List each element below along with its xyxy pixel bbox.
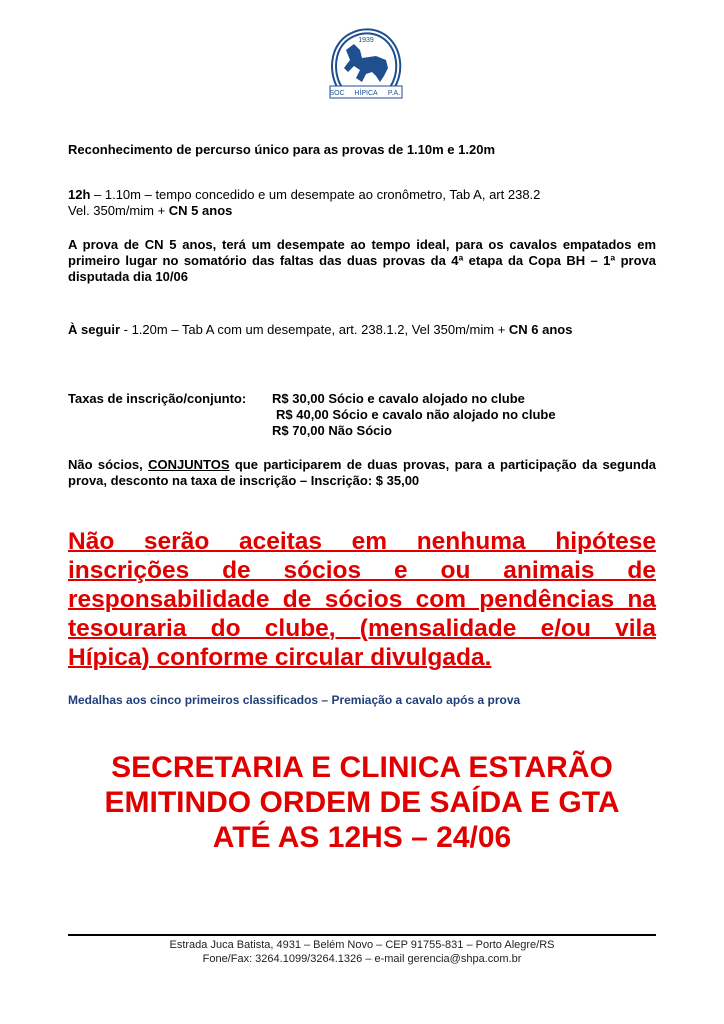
event-2 <box>68 322 656 338</box>
event-2-lead: À seguir <box>68 322 121 337</box>
secretaria-notice <box>40 750 684 855</box>
footer-address: Estrada Juca Batista, 4931 – Belém Novo – CEP 91755-831 – Porto Alegre/RS <box>169 939 555 951</box>
event-1 <box>68 187 656 219</box>
fee-line: R$ 40,00 Sócio e cavalo não alojado no clube <box>276 407 556 422</box>
discount-underlined: CONJUNTOS <box>148 457 230 472</box>
logo-text-left: SOC <box>329 90 345 97</box>
footer-contact: Fone/Fax: 3264.1099/3264.1326 – e-mail gerencia@shpa.com.br <box>202 953 522 965</box>
secretaria-line: SECRETARIA E CLINICA ESTARÃO <box>111 751 613 784</box>
event-1-line2: Vel. 350m/mim + <box>68 203 169 218</box>
event-1-time: 12h <box>68 187 91 202</box>
event-1-text: – 1.10m – tempo concedido e um desempate ao cronômetro, Tab A, art 238.2 <box>90 187 541 202</box>
secretaria-line: ATÉ AS 12HS – 24/06 <box>212 821 512 854</box>
event-1-category: CN 5 anos <box>168 203 233 218</box>
discount-post: que participarem de duas provas, para a participação da segunda prova, desconto na taxa de inscrição – Inscrição: $ 35,00 <box>68 457 657 488</box>
club-logo <box>326 28 406 100</box>
footer-divider <box>68 934 656 936</box>
logo-text-right: P.A. <box>387 90 401 97</box>
discount-pre: Não sócios, <box>68 457 149 472</box>
warning-notice: Não serão aceitas em nenhuma hipótese inscrições de sócios e ou animais de responsabilidade de sócios com pendências na tesouraria do clube, (mensalidade e/ou vila Hípica) conforme circular divulgada. <box>68 528 656 671</box>
cn5-note: A prova de CN 5 anos, terá um desempate ao tempo ideal, para os cavalos empatados em primeiro lugar no somatório das faltas das duas provas da 4ª etapa da Copa BH – 1ª prova disputada dia 10/06 <box>68 237 656 284</box>
logo-year: 1939 <box>358 37 374 44</box>
fees-label: Taxas de inscrição/conjunto: <box>68 391 247 406</box>
logo-text-center: HÍPICA <box>354 90 378 97</box>
footer <box>68 938 656 966</box>
medals-note: Medalhas aos cinco primeiros classificados – Premiação a cavalo após a prova <box>68 693 521 707</box>
secretaria-line: EMITINDO ORDEM DE SAÍDA E GTA <box>104 786 620 819</box>
heading: Reconhecimento de percurso único para as provas de 1.10m e 1.20m <box>68 142 496 157</box>
event-2-category: CN 6 anos <box>508 322 573 337</box>
fee-line: R$ 70,00 Não Sócio <box>272 423 392 438</box>
discount-note <box>68 457 656 489</box>
fee-line: R$ 30,00 Sócio e cavalo alojado no clube <box>272 391 525 406</box>
event-2-text: - 1.20m – Tab A com um desempate, art. 238.1.2, Vel 350m/mim + <box>120 322 509 337</box>
